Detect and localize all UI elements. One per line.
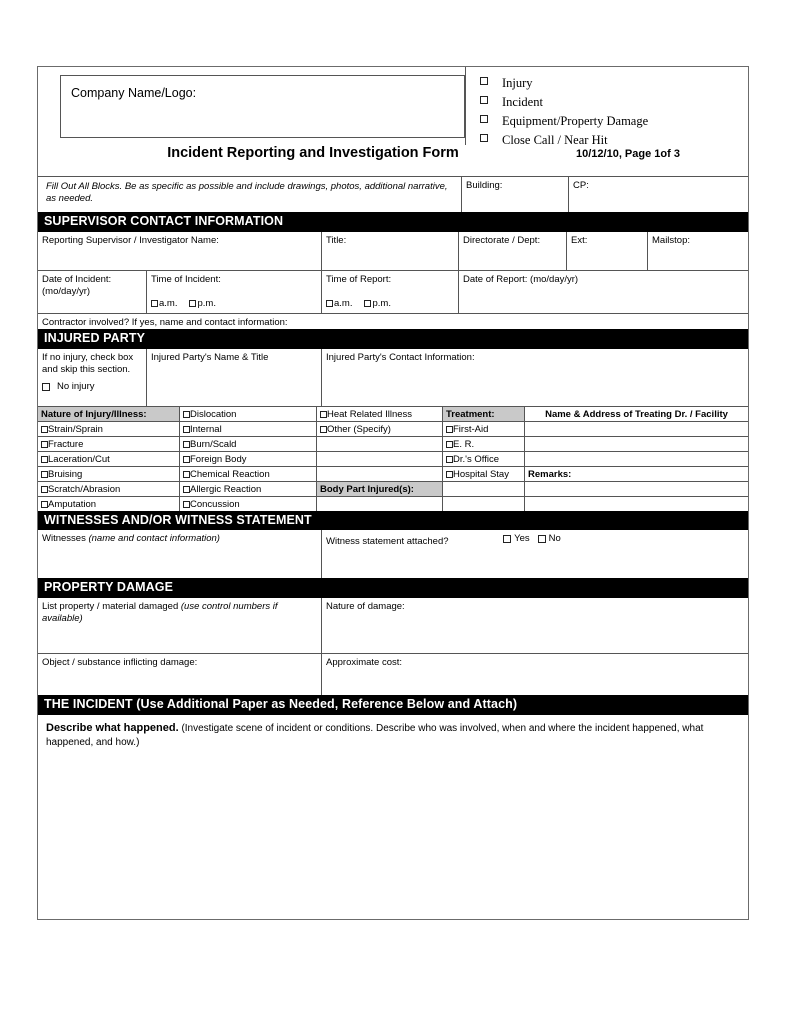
report-type-checklist bbox=[465, 67, 748, 145]
body-part-input[interactable] bbox=[443, 482, 525, 496]
time-of-report-field[interactable] bbox=[321, 271, 458, 313]
damaged-property-field[interactable] bbox=[38, 598, 321, 653]
treating-doctor-input[interactable] bbox=[525, 437, 748, 451]
nature-option-label: Amputation bbox=[48, 498, 97, 510]
report-type-option[interactable] bbox=[466, 112, 748, 131]
nature-option[interactable] bbox=[38, 467, 180, 481]
report-type-option[interactable] bbox=[466, 74, 748, 93]
contractor-row bbox=[38, 313, 748, 329]
incident-description-prompt bbox=[38, 715, 748, 749]
nature-option-label: Strain/Sprain bbox=[48, 423, 103, 435]
property-damage-row-1 bbox=[38, 598, 748, 653]
treatment-option-label: Dr.'s Office bbox=[453, 453, 499, 465]
nature-option[interactable] bbox=[180, 497, 317, 511]
checkbox-icon[interactable] bbox=[41, 441, 48, 448]
nature-grid-blank bbox=[317, 467, 443, 481]
checkbox-icon[interactable] bbox=[364, 300, 371, 307]
incident-pm-option[interactable] bbox=[189, 298, 215, 310]
witness-statement-cell bbox=[321, 530, 748, 578]
no-injury-instruction: If no injury, check box and skip this section. bbox=[42, 351, 134, 375]
treatment-option[interactable] bbox=[443, 422, 525, 436]
no-injury-cell bbox=[38, 349, 146, 406]
nature-option[interactable] bbox=[38, 437, 180, 451]
remarks-input[interactable] bbox=[525, 497, 748, 511]
body-part-input[interactable] bbox=[317, 497, 443, 511]
checkbox-icon[interactable] bbox=[183, 501, 190, 508]
instructions-row bbox=[38, 176, 748, 212]
report-am-option[interactable] bbox=[326, 298, 352, 310]
date-of-report-label: Date of Report: (mo/day/yr) bbox=[463, 273, 579, 285]
date-of-incident-label: Date of Incident: (mo/day/yr) bbox=[42, 273, 112, 297]
mailstop-field[interactable] bbox=[647, 232, 748, 270]
nature-option-label: Bruising bbox=[48, 468, 83, 480]
instructions-text: Fill Out All Blocks. Be as specific as possible and include drawings, photos, additional narrative, as needed. bbox=[46, 181, 448, 205]
witness-row bbox=[38, 530, 748, 578]
checkbox-icon[interactable] bbox=[446, 441, 453, 448]
nature-of-damage-field[interactable] bbox=[321, 598, 748, 653]
body-part-header: Body Part Injured(s): bbox=[317, 482, 443, 496]
checkbox-icon[interactable] bbox=[189, 300, 196, 307]
approximate-cost-field[interactable] bbox=[321, 654, 748, 695]
witness-no-option[interactable] bbox=[538, 533, 561, 545]
treating-doctor-input[interactable] bbox=[525, 452, 748, 466]
damaged-property-label: List property / material damaged bbox=[42, 601, 181, 612]
injured-name-title-field[interactable] bbox=[146, 349, 321, 406]
page-meta: 10/12/10, Page 1of 3 bbox=[576, 148, 680, 160]
witness-names-field[interactable] bbox=[38, 530, 321, 578]
incident-am-option[interactable] bbox=[151, 298, 177, 310]
time-of-incident-field[interactable] bbox=[146, 271, 321, 313]
pm-label: p.m. bbox=[372, 297, 391, 309]
nature-option[interactable] bbox=[317, 422, 443, 436]
witness-yes-option[interactable] bbox=[503, 533, 530, 545]
checkbox-icon[interactable] bbox=[183, 456, 190, 463]
nature-option[interactable] bbox=[38, 452, 180, 466]
report-pm-option[interactable] bbox=[364, 298, 390, 310]
directorate-label: Directorate / Dept: bbox=[463, 234, 541, 246]
cp-field[interactable] bbox=[568, 177, 748, 212]
company-logo-label: Company Name/Logo: bbox=[71, 86, 197, 100]
witness-label: Witnesses bbox=[42, 533, 89, 545]
cp-label: CP: bbox=[573, 180, 589, 191]
remarks-input[interactable] bbox=[525, 482, 748, 496]
nature-option[interactable] bbox=[180, 482, 317, 496]
incident-description-area[interactable] bbox=[38, 715, 748, 919]
no-injury-label: No injury bbox=[57, 380, 95, 392]
nature-option[interactable] bbox=[180, 467, 317, 481]
time-of-incident-ampm bbox=[151, 298, 216, 310]
remarks-header: Remarks: bbox=[528, 468, 572, 480]
injury-grid-row bbox=[38, 436, 748, 451]
time-of-incident-label: Time of Incident: bbox=[151, 273, 221, 285]
nature-option-label: Internal bbox=[190, 423, 222, 435]
describe-what-happened-label: Describe what happened. bbox=[46, 721, 179, 734]
contractor-label: Contractor involved? If yes, name and contact information: bbox=[42, 316, 288, 328]
incident-report-form bbox=[37, 66, 749, 920]
nature-option-label: Dislocation bbox=[190, 408, 237, 420]
pm-label: p.m. bbox=[197, 297, 216, 309]
contractor-field[interactable] bbox=[38, 314, 748, 329]
nature-grid-blank bbox=[317, 452, 443, 466]
section-band-witnesses: WITNESSES AND/OR WITNESS STATEMENT bbox=[38, 511, 748, 531]
supervisor-title-label: Title: bbox=[326, 234, 347, 246]
nature-option-label: Scratch/Abrasion bbox=[48, 483, 121, 495]
checkbox-icon[interactable] bbox=[41, 426, 48, 433]
yes-label: Yes bbox=[514, 533, 530, 545]
injury-grid-row bbox=[38, 466, 748, 481]
treatment-option[interactable] bbox=[443, 467, 525, 481]
checkbox-icon[interactable] bbox=[42, 383, 50, 391]
directorate-field[interactable] bbox=[458, 232, 566, 270]
witness-statement-question: Witness statement attached? bbox=[326, 536, 449, 548]
checkbox-icon[interactable] bbox=[41, 501, 48, 508]
nature-option[interactable] bbox=[38, 422, 180, 436]
checkbox-icon[interactable] bbox=[480, 115, 488, 123]
checkbox-icon[interactable] bbox=[151, 300, 158, 307]
checkbox-icon[interactable] bbox=[320, 411, 327, 418]
nature-option[interactable] bbox=[180, 422, 317, 436]
nature-option-label: Fracture bbox=[48, 438, 84, 450]
nature-option[interactable] bbox=[180, 407, 317, 421]
approximate-cost-label: Approximate cost: bbox=[326, 657, 403, 668]
checkbox-icon[interactable] bbox=[320, 426, 327, 433]
witness-statement-options bbox=[503, 533, 561, 545]
treatment-option-label: First-Aid bbox=[453, 423, 489, 435]
checkbox-icon[interactable] bbox=[41, 456, 48, 463]
mailstop-label: Mailstop: bbox=[652, 234, 691, 246]
nature-option[interactable] bbox=[180, 437, 317, 451]
injured-name-title-label: Injured Party's Name & Title bbox=[151, 351, 269, 363]
injury-grid-row bbox=[38, 496, 748, 511]
report-type-label: Injury bbox=[502, 76, 533, 90]
checkbox-icon[interactable] bbox=[183, 411, 190, 418]
ext-label: Ext: bbox=[571, 234, 588, 246]
section-band-incident: THE INCIDENT (Use Additional Paper as Needed, Reference Below and Attach) bbox=[38, 695, 748, 715]
injured-contact-label: Injured Party's Contact Information: bbox=[326, 351, 475, 363]
no-label: No bbox=[548, 533, 561, 545]
nature-option-label: Foreign Body bbox=[190, 453, 247, 465]
injured-party-row-1 bbox=[38, 349, 748, 406]
nature-option[interactable] bbox=[317, 407, 443, 421]
logo-area bbox=[38, 67, 465, 145]
report-type-label: Close Call / Near Hit bbox=[502, 133, 608, 147]
report-type-label: Incident bbox=[502, 95, 543, 109]
checkbox-icon[interactable] bbox=[326, 300, 333, 307]
nature-option-label: Concussion bbox=[190, 498, 240, 510]
treatment-option[interactable] bbox=[443, 437, 525, 451]
supervisor-title-field[interactable] bbox=[321, 232, 458, 270]
checkbox-icon[interactable] bbox=[183, 441, 190, 448]
title-row bbox=[38, 145, 748, 176]
date-of-report-field[interactable] bbox=[458, 271, 748, 313]
treatment-option-label: E. R. bbox=[453, 438, 475, 450]
form-header bbox=[38, 67, 748, 145]
checkbox-icon[interactable] bbox=[538, 535, 546, 543]
supervisor-name-field[interactable] bbox=[38, 232, 321, 270]
nature-option-label: Other (Specify) bbox=[327, 423, 391, 435]
no-injury-option[interactable] bbox=[42, 381, 142, 393]
injury-grid-row bbox=[38, 481, 748, 496]
checkbox-icon[interactable] bbox=[480, 96, 488, 104]
nature-option-label: Allergic Reaction bbox=[190, 483, 262, 495]
page-title: Incident Reporting and Investigation Form bbox=[167, 145, 459, 161]
time-of-report-label: Time of Report: bbox=[326, 273, 392, 285]
treatment-option[interactable] bbox=[443, 452, 525, 466]
injury-grid-row bbox=[38, 406, 748, 421]
supervisor-row-1 bbox=[38, 232, 748, 270]
nature-option[interactable] bbox=[38, 482, 180, 496]
section-band-supervisor: SUPERVISOR CONTACT INFORMATION bbox=[38, 212, 748, 232]
nature-of-damage-label: Nature of damage: bbox=[326, 601, 405, 612]
treatment-header: Treatment: bbox=[443, 407, 525, 421]
time-of-report-ampm bbox=[326, 298, 391, 310]
nature-of-injury-header: Nature of Injury/Illness: bbox=[38, 407, 180, 421]
witness-label-italic: (name and contact information) bbox=[88, 533, 220, 545]
am-label: a.m. bbox=[159, 297, 178, 309]
checkbox-icon[interactable] bbox=[183, 426, 190, 433]
body-part-input[interactable] bbox=[443, 497, 525, 511]
checkbox-icon[interactable] bbox=[446, 426, 453, 433]
treatment-option-label: Hospital Stay bbox=[453, 468, 509, 480]
checkbox-icon[interactable] bbox=[446, 471, 453, 478]
inflicting-object-label: Object / substance inflicting damage: bbox=[42, 657, 198, 668]
injury-grid-row bbox=[38, 451, 748, 466]
nature-option[interactable] bbox=[180, 452, 317, 466]
report-type-option[interactable] bbox=[466, 93, 748, 112]
checkbox-icon[interactable] bbox=[41, 486, 48, 493]
checkbox-icon[interactable] bbox=[183, 486, 190, 493]
building-field[interactable] bbox=[461, 177, 568, 212]
checkbox-icon[interactable] bbox=[41, 471, 48, 478]
checkbox-icon[interactable] bbox=[503, 535, 511, 543]
supervisor-name-label: Reporting Supervisor / Investigator Name: bbox=[42, 234, 219, 246]
section-band-injured-party: INJURED PARTY bbox=[38, 329, 748, 349]
inflicting-object-field[interactable] bbox=[38, 654, 321, 695]
report-type-label: Equipment/Property Damage bbox=[502, 114, 649, 128]
nature-option[interactable] bbox=[38, 497, 180, 511]
section-band-property-damage: PROPERTY DAMAGE bbox=[38, 578, 748, 598]
nature-option-label: Chemical Reaction bbox=[190, 468, 270, 480]
nature-option-label: Heat Related Illness bbox=[327, 408, 413, 420]
checkbox-icon[interactable] bbox=[446, 456, 453, 463]
treating-doctor-input[interactable] bbox=[525, 422, 748, 436]
company-logo-box[interactable] bbox=[60, 75, 465, 138]
damaged-property-label-italic: (use control numbers if available) bbox=[42, 601, 278, 625]
checkbox-icon[interactable] bbox=[480, 77, 488, 85]
checkbox-icon[interactable] bbox=[183, 471, 190, 478]
checkbox-icon[interactable] bbox=[480, 134, 488, 142]
supervisor-row-2 bbox=[38, 270, 748, 313]
am-label: a.m. bbox=[334, 297, 353, 309]
describe-what-happened-hint: (Investigate scene of incident or conditions. Describe who was involved, when and where the incident happened, what happened, and how.) bbox=[46, 722, 704, 748]
injured-contact-field[interactable] bbox=[321, 349, 748, 406]
treating-doctor-header: Name & Address of Treating Dr. / Facility bbox=[545, 408, 728, 420]
nature-grid-blank bbox=[317, 437, 443, 451]
injury-grid-row bbox=[38, 421, 748, 436]
nature-option-label: Laceration/Cut bbox=[48, 453, 110, 465]
building-label: Building: bbox=[466, 180, 503, 191]
property-damage-row-2 bbox=[38, 653, 748, 695]
date-of-incident-field[interactable] bbox=[38, 271, 146, 313]
nature-option-label: Burn/Scald bbox=[190, 438, 237, 450]
ext-field[interactable] bbox=[566, 232, 647, 270]
